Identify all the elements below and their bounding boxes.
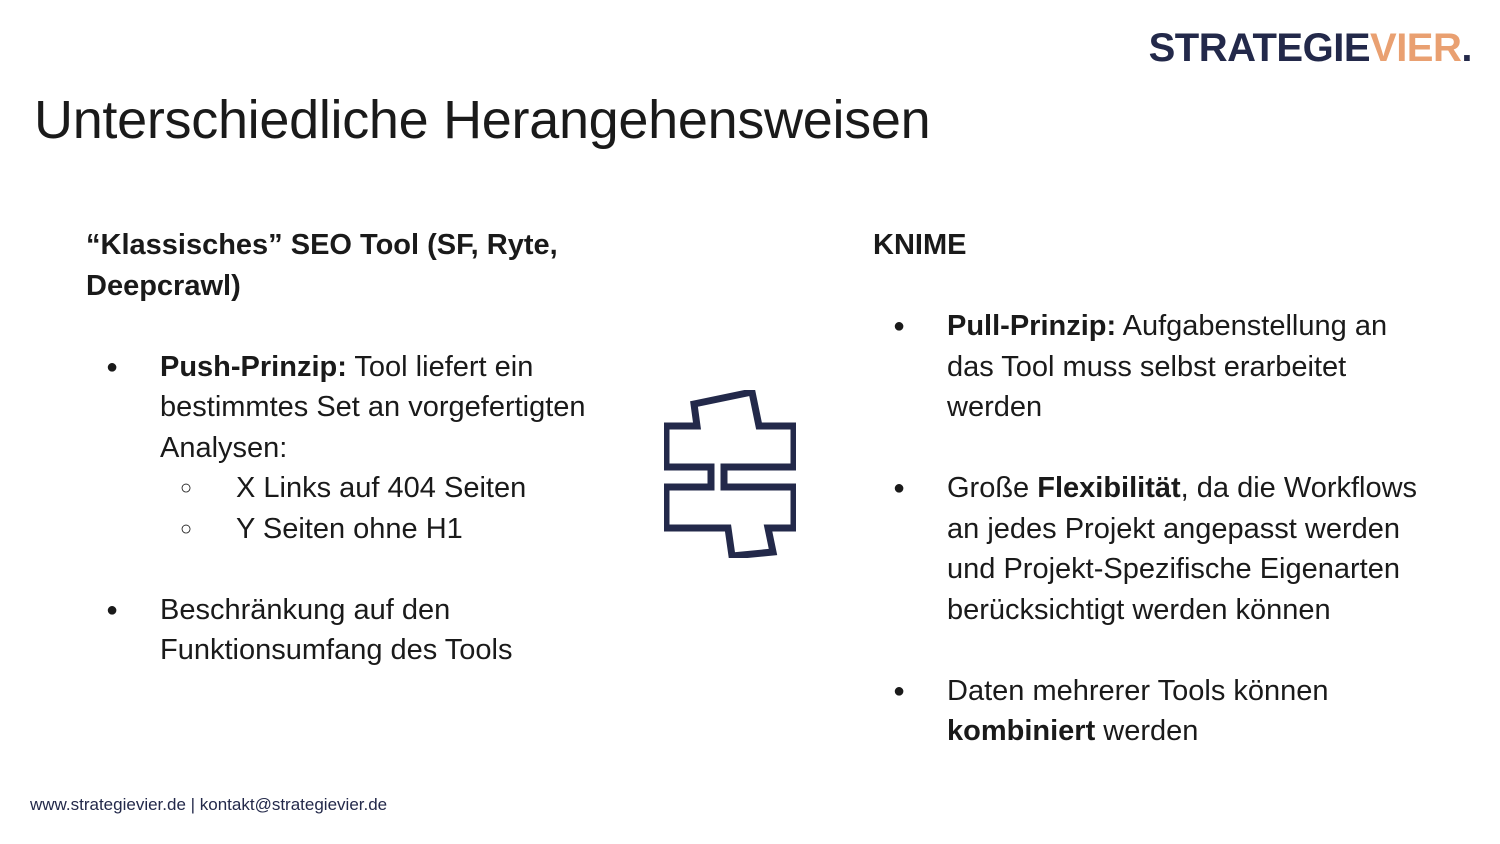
footer-contact: www.strategievier.de | kontakt@strategievier.de [30, 795, 388, 814]
left-bullet-limitation: ● Beschränkung auf den Funktionsumfang des Tools [86, 590, 606, 671]
logo-text-strategie: STRATEGIE [1148, 26, 1371, 70]
subbullet-item: ○ X Links auf 404 Seiten [160, 468, 606, 509]
bullet-bold-label: Push-Prinzip: [160, 350, 347, 383]
left-column [86, 225, 606, 671]
bullet-bold-label: Flexibilität [1037, 472, 1181, 504]
spacer [873, 428, 1433, 469]
bullet-text: Tool liefert ein bestimmtes Set an vorgefertigten Analysen: [160, 350, 586, 464]
bullet-bold-label: Pull-Prinzip: [947, 310, 1117, 342]
logo-text-vier: VIER [1370, 26, 1462, 70]
bullet-text: , da die Workflows an jedes Projekt angepasst werden und Projekt-Spezifische Eigenarten berücksichtigt werden können [947, 472, 1418, 626]
left-bullet-push [86, 347, 606, 550]
spacer [86, 549, 606, 590]
left-column-heading: “Klassisches” SEO Tool (SF, Ryte, Deepcrawl) [86, 229, 558, 302]
left-subbullet-list [160, 468, 606, 549]
right-column-heading: KNIME [873, 229, 967, 261]
subbullet-item: ○ Y Seiten ohne H1 [160, 509, 606, 550]
spacer [873, 630, 1433, 671]
bullet-bold-label: kombiniert [947, 715, 1096, 747]
left-bullet-list [86, 347, 606, 671]
strategievier-mark-icon [664, 390, 796, 558]
right-bullet-flexibility [873, 468, 1433, 630]
bullet-text: Große [947, 472, 1038, 504]
right-bullet-combine [873, 671, 1433, 752]
bullet-text: Daten mehrerer Tools können [947, 674, 1329, 707]
bullet-text: Aufgabenstellung an das Tool muss selbst erarbeitet werden [947, 310, 1388, 423]
right-column [873, 225, 1433, 752]
bullet-text: werden [1095, 715, 1199, 747]
spacer [873, 266, 1433, 307]
slide-title: Unterschiedliche Herangehensweisen [34, 90, 931, 150]
brand-logo [1149, 28, 1472, 68]
spacer [86, 306, 606, 347]
right-bullet-list [873, 306, 1433, 752]
right-bullet-pull [873, 306, 1433, 428]
logo-dot: . [1461, 26, 1472, 70]
